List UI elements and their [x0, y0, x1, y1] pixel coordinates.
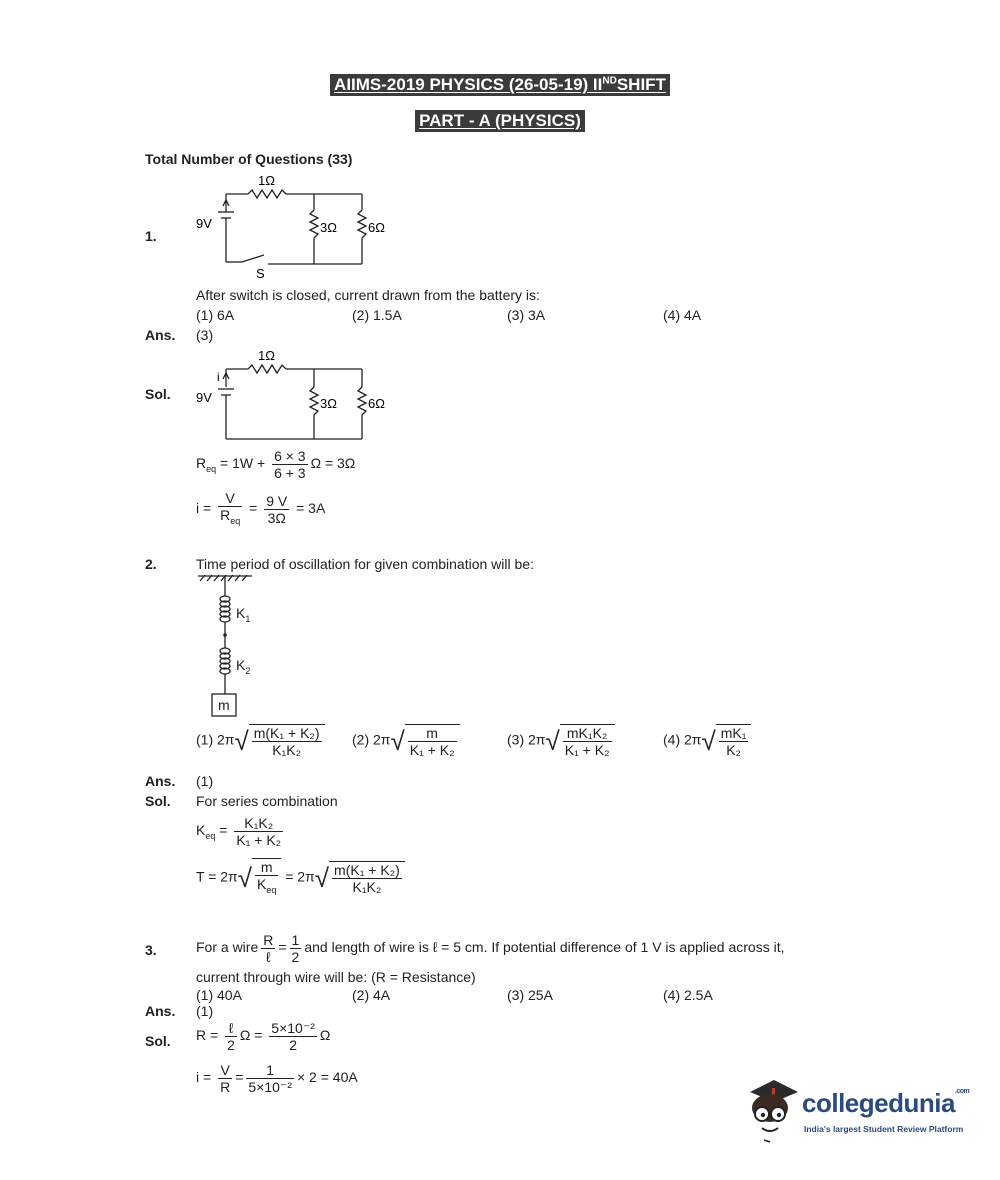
option-4: (4) 2.5A [663, 987, 713, 1003]
total-questions: Total Number of Questions (33) [145, 151, 353, 167]
option-2: (2) 4A [352, 987, 391, 1003]
battery-label: 9V [196, 216, 212, 231]
collegedunia-logo [742, 1074, 970, 1154]
period-equation: T = 2π√ $\frac{m}{K_{eq}}$ = 2π√ $\frac{\text{m(K₁ + K₂)}}{\text{K₁K₂}}$ [196, 858, 405, 898]
mass-label: m [218, 697, 230, 713]
solution-label: Sol. [145, 793, 171, 809]
option-2: (2) 2π√ $\frac{m}{\text{K₁ + K₂}}$ [352, 724, 460, 758]
option-3: (3) 25A [507, 987, 553, 1003]
r3-label: 6Ω [368, 220, 385, 235]
question-text-cont: current through wire will be: (R = Resistance) [196, 969, 476, 985]
question-text: After switch is closed, current drawn from the battery is: [196, 287, 540, 303]
mascot-icon [742, 1074, 802, 1146]
answer-value: (1) [196, 1003, 214, 1019]
option-1: (1) 6A [196, 307, 235, 323]
resistance-equation: R = $\frac{\text{ℓ}}{2}$ Ω = $\frac{\text{5×10⁻²}}{2}$ Ω [196, 1020, 331, 1053]
answer-label: Ans. [145, 327, 176, 343]
r2-label: 3Ω [320, 396, 337, 411]
current-equation: i = $\frac{V}{R}$ = $\frac{1}{\text{5×10⁻²}}$ × 2 = 40A [196, 1062, 358, 1095]
question-number: 2. [145, 556, 157, 572]
solution-label: Sol. [145, 386, 171, 402]
option-4: (4) 2π√ $\frac{\text{mK₁}}{\text{K₂}}$ [663, 724, 751, 758]
r1-label: 1Ω [258, 173, 275, 188]
question-number: 1. [145, 228, 157, 244]
part-heading: PART - A (PHYSICS) [0, 110, 1000, 132]
switch-label: S [256, 266, 265, 281]
keq-equation: $K_{eq}$ = $\frac{\text{K₁K₂}}{\text{K₁ + K₂}}$ [196, 815, 282, 848]
solution-text: For series combination [196, 793, 338, 809]
option-1: (1) 2π√ $\frac{\text{m(K₁ + K₂)}}{\text{K₁K₂}}$ [196, 724, 325, 758]
answer-value: (3) [196, 327, 214, 343]
answer-label: Ans. [145, 1003, 176, 1019]
r2-label: 3Ω [320, 220, 337, 235]
r3-label: 6Ω [368, 396, 385, 411]
question-number: 3. [145, 942, 157, 958]
k1-label: $K_1$ [236, 605, 251, 624]
current-label: i [217, 370, 220, 384]
option-4: (4) 4A [663, 307, 702, 323]
answer-label: Ans. [145, 773, 176, 789]
answer-value: (1) [196, 773, 214, 789]
q2-spring-diagram [194, 572, 274, 720]
option-1: (1) 40A [196, 987, 242, 1003]
solution-label: Sol. [145, 1033, 171, 1049]
option-3: (3) 2π√ $\frac{\text{mK₁K₂}}{\text{K₁ + K₂}}$ [507, 724, 615, 758]
option-3: (3) 3A [507, 307, 546, 323]
logo-wordmark: collegedunia$^{.com}$ [802, 1088, 970, 1118]
r1-label: 1Ω [258, 348, 275, 363]
question-text: For a wire $\frac{R}{\text{ℓ}}$ = $\frac{1}{2}$ and length of wire is ℓ = 5 cm. If potential difference of 1 V is applied across it, [196, 932, 785, 965]
logo-tagline: India's largest Student Review Platform [804, 1124, 964, 1134]
battery-label: 9V [196, 390, 212, 405]
page-title: AIIMS-2019 PHYSICS (26-05-19) IINDSHIFT [0, 74, 1000, 96]
q1-circuit-diagram [190, 170, 385, 285]
option-2: (2) 1.5A [352, 307, 402, 323]
k2-label: $K_2$ [236, 657, 251, 676]
question-text: Time period of oscillation for given combination will be: [196, 556, 534, 572]
current-equation: i = $\frac{V}{R_{eq}}$ = $\frac{9 V}{3\Omega}$ = 3A [196, 490, 326, 526]
req-equation: $R_{eq} = 1W$ + $\frac{6 \times 3}{6 + 3}$ Ω = 3Ω [196, 448, 356, 481]
q1-solution-circuit [190, 345, 385, 445]
